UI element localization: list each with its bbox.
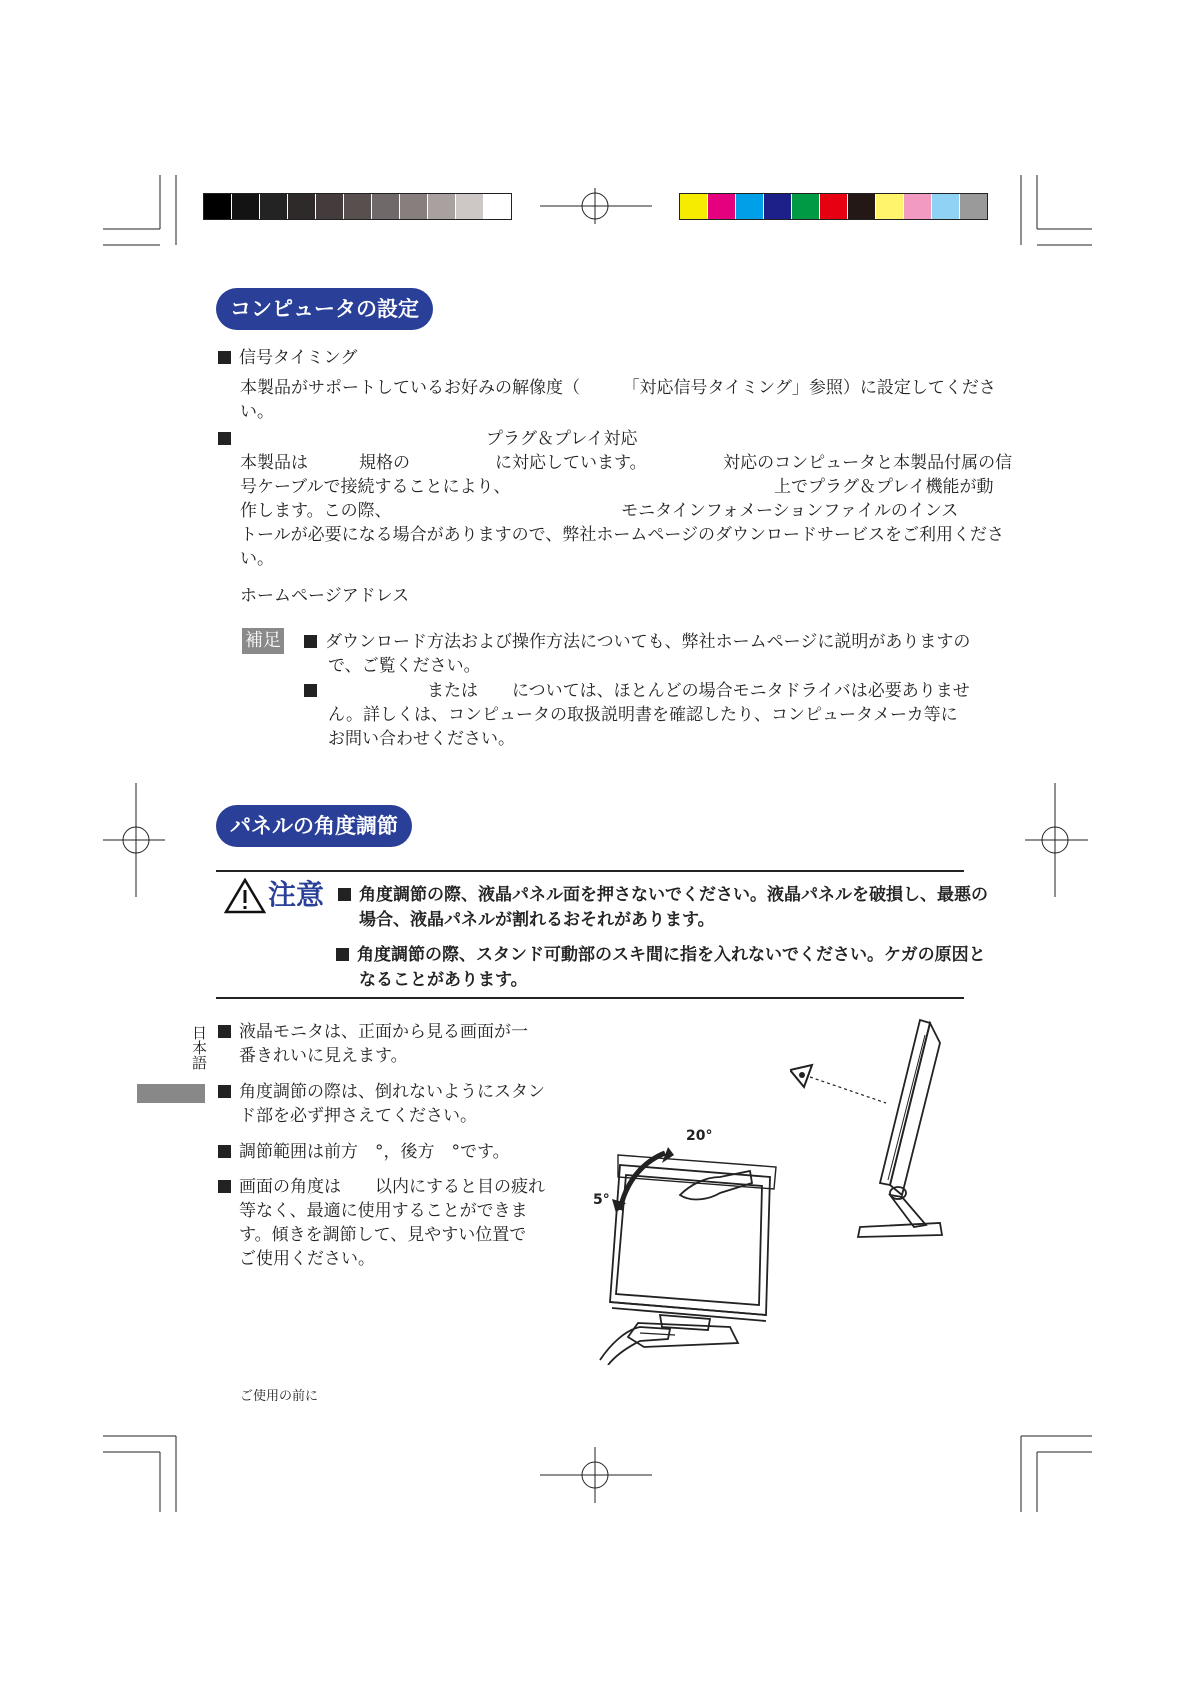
caution-item-1: 角度調節の際、液晶パネル面を押さないでください。液晶パネルを破損し、最悪の 場合、液晶パネルが割れるおそれがあります。 xyxy=(338,883,988,933)
color-swatch xyxy=(820,194,847,219)
gray-swatch xyxy=(316,194,343,219)
square-bullet-icon xyxy=(218,1085,231,1098)
gray-swatch xyxy=(456,194,483,219)
bullet-viewing-angle: 液晶モニタは、正面から見る画面が一 番きれいに見えます。 xyxy=(218,1020,528,1068)
grayscale-calibration-bar xyxy=(203,193,512,220)
signal-timing-heading: 信号タイミング xyxy=(218,346,357,370)
square-bullet-icon xyxy=(338,888,351,901)
color-calibration-bar xyxy=(679,193,988,220)
color-swatch xyxy=(876,194,903,219)
angle-back-label: 20° xyxy=(686,1128,713,1144)
color-swatch xyxy=(932,194,959,219)
note-badge: 補足 xyxy=(242,628,284,654)
warning-triangle-icon xyxy=(224,878,266,914)
square-bullet-icon xyxy=(218,351,231,364)
color-swatch xyxy=(848,194,875,219)
gray-swatch xyxy=(400,194,427,219)
gray-swatch xyxy=(260,194,287,219)
bullet-hold-stand: 角度調節の際は、倒れないようにスタン ド部を必ず押さえてください。 xyxy=(218,1080,545,1128)
square-bullet-icon xyxy=(304,635,317,648)
gray-swatch xyxy=(204,194,231,219)
gray-swatch xyxy=(232,194,259,219)
section-title-panel-angle: パネルの角度調節 xyxy=(218,807,410,845)
caution-bottom-rule xyxy=(216,997,964,999)
note-item-2: または については、ほとんどの場合モニタドライバは必要ありませ ん。詳しくは、コンピュータの取扱説明書を確認したり、コンピュータメーカ等に お問い合わせください。 xyxy=(304,679,970,751)
gray-swatch xyxy=(484,194,511,219)
square-bullet-icon xyxy=(218,1180,231,1193)
color-swatch xyxy=(680,194,707,219)
monitor-tilt-illustration xyxy=(580,1115,790,1365)
gray-swatch xyxy=(344,194,371,219)
language-side-tab xyxy=(137,1084,205,1103)
caution-label: 注意 xyxy=(268,878,325,911)
color-swatch xyxy=(904,194,931,219)
color-swatch xyxy=(792,194,819,219)
note-item-1: ダウンロード方法および操作方法についても、弊社ホームページに説明がありますの で、ご覧ください。 xyxy=(304,630,970,678)
gray-swatch xyxy=(288,194,315,219)
square-bullet-icon xyxy=(304,684,317,697)
color-swatch xyxy=(764,194,791,219)
square-bullet-icon xyxy=(218,1145,231,1158)
signal-timing-text: 本製品がサポートしているお好みの解像度（ 「対応信号タイミング」参照）に設定してくださ い。 xyxy=(240,378,996,422)
language-side-label: 日本語 xyxy=(190,1025,208,1070)
angle-front-label: 5° xyxy=(593,1192,610,1208)
footer-section-label: ご使用の前に xyxy=(240,1389,319,1404)
bullet-adjust-range: 調節範囲は前方 °，後方 °です。 xyxy=(218,1140,510,1164)
caution-top-rule xyxy=(216,870,964,872)
gray-swatch xyxy=(428,194,455,219)
caution-item-2: 角度調節の際、スタンド可動部のスキ間に指を入れないでください。ケガの原因と なることがあります。 xyxy=(336,943,986,993)
plug-play-heading: プラグ＆プレイ対応 xyxy=(218,427,718,451)
color-swatch xyxy=(960,194,987,219)
gray-swatch xyxy=(372,194,399,219)
bullet-screen-angle: 画面の角度は 以内にすると目の疲れ 等なく、最適に使用することができま す。傾きを調節して、見やすい位置で ご使用ください。 xyxy=(218,1175,545,1271)
plug-play-text: 本製品は 規格の に対応しています。 対応のコンピュータと本製品付属の信 号ケーブルで接続することにより、 上でプラグ＆プレイ機能が動 作します。この際、 モニタインフォメーションファイルのインス トールが必要になる場合がありますので、弊社ホームページのダウンロードサービスをご利用くださ い。 xyxy=(240,453,1013,569)
square-bullet-icon xyxy=(336,948,349,961)
square-bullet-icon xyxy=(218,432,231,445)
color-swatch xyxy=(708,194,735,219)
square-bullet-icon xyxy=(218,1025,231,1038)
color-swatch xyxy=(736,194,763,219)
homepage-address-label: ホームページアドレス xyxy=(240,586,410,606)
section-title-computer-settings: コンピュータの設定 xyxy=(218,290,431,328)
side-view-illustration xyxy=(790,1015,960,1245)
